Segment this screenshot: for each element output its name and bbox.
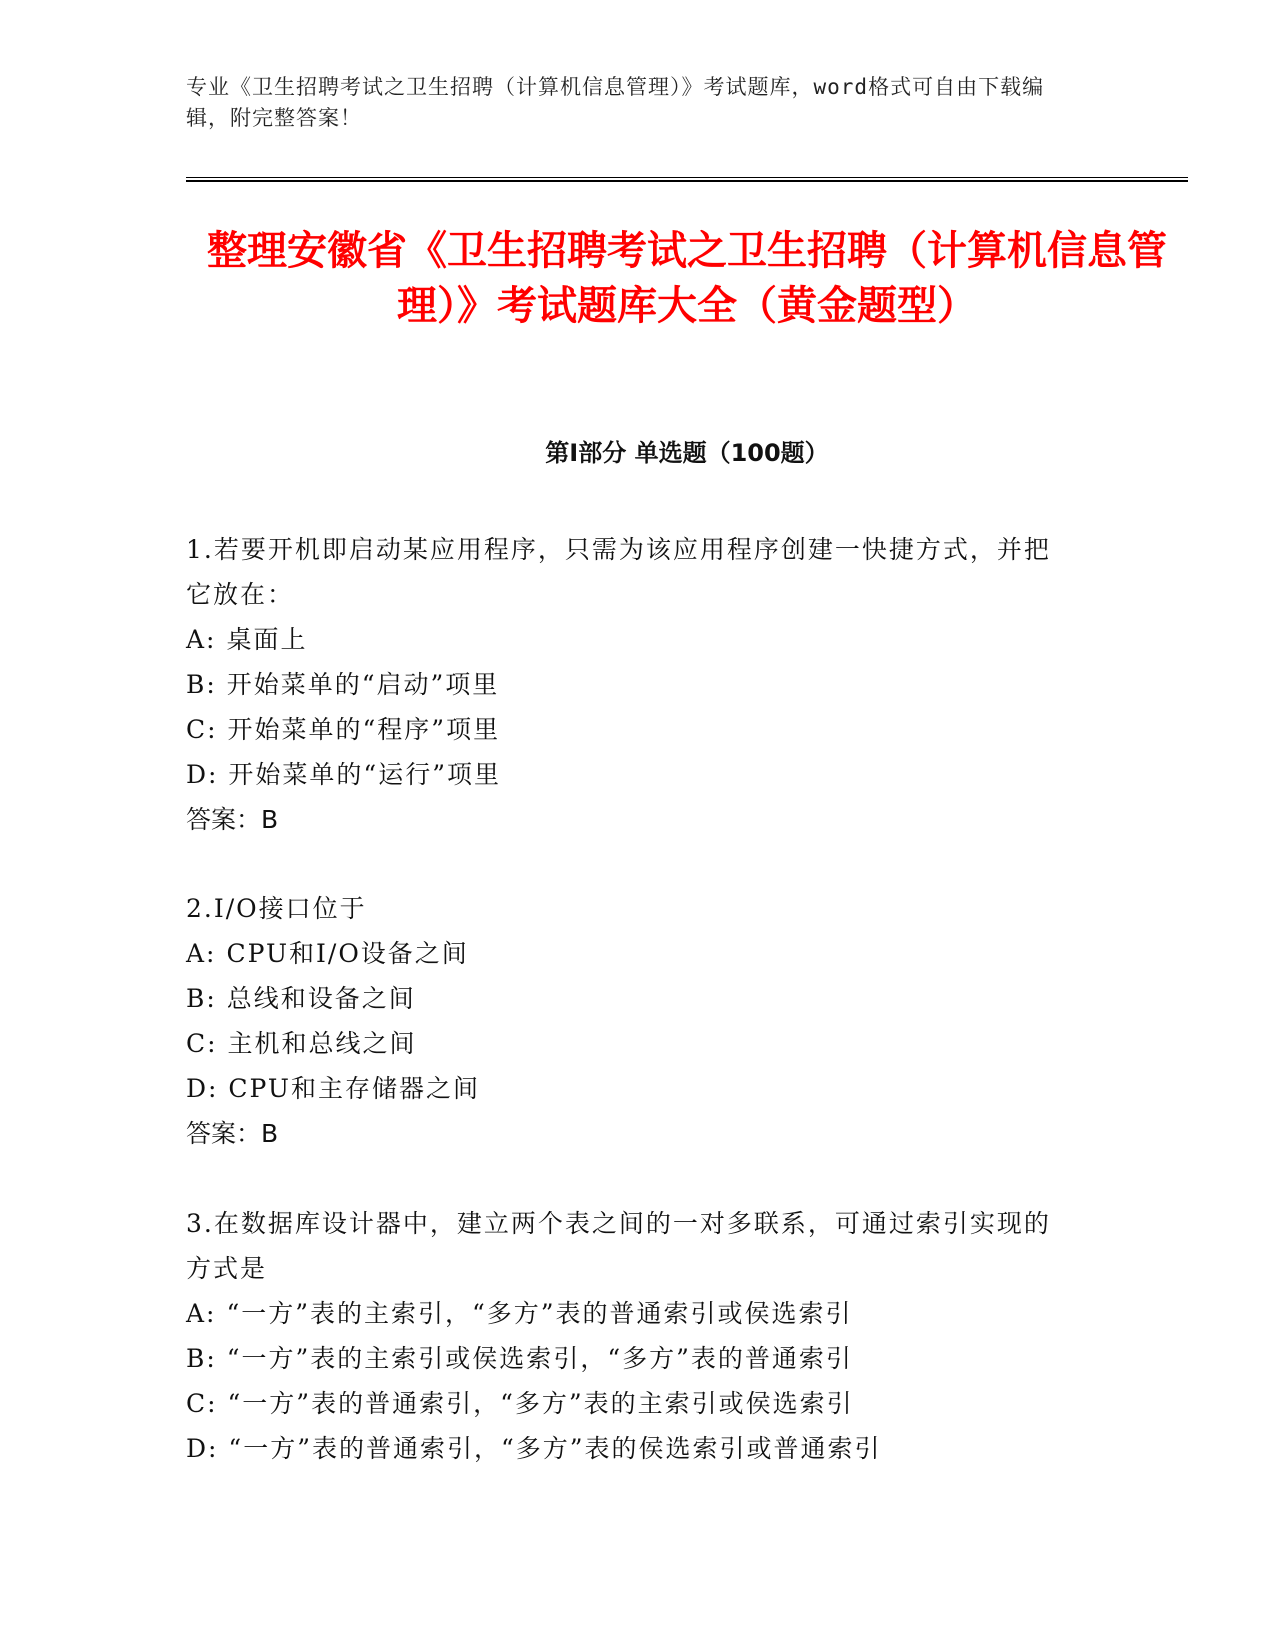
header-note: 专业《卫生招聘考试之卫生招聘（计算机信息管理）》考试题库，word格式可自由下载编辑，附完整答案！ — [186, 75, 1045, 130]
option-c — [186, 1021, 1066, 1066]
option-label: D: — [186, 760, 219, 789]
option-d — [186, 1066, 1066, 1111]
option-label: B: — [186, 1344, 217, 1373]
answer: 答案：B — [186, 1119, 279, 1148]
option-b — [186, 1336, 1066, 1381]
question-stem: 3.在数据库设计器中，建立两个表之间的一对多联系，可通过索引实现的方式是 — [186, 1209, 1051, 1283]
header-rule — [186, 177, 1188, 178]
option-label: A: — [186, 1299, 217, 1328]
option-text: 桌面上 — [226, 625, 308, 654]
option-a — [186, 617, 1066, 662]
option-label: B: — [186, 984, 217, 1013]
option-a — [186, 1291, 1066, 1336]
option-d — [186, 752, 1066, 797]
section-heading: 第I部分 单选题（100题） — [545, 439, 829, 467]
option-label: A: — [186, 939, 217, 968]
option-d — [186, 1426, 1066, 1471]
option-b — [186, 662, 1066, 707]
option-label: D: — [186, 1074, 219, 1103]
option-label: B: — [186, 670, 217, 699]
option-label: D: — [186, 1434, 219, 1463]
option-text: CPU和I/O设备之间 — [226, 939, 469, 968]
option-text: 开始菜单的“启动”项里 — [226, 670, 500, 699]
option-c — [186, 1381, 1066, 1426]
option-a — [186, 931, 1066, 976]
question-3 — [186, 1201, 1066, 1471]
option-text: “一方”表的主索引或侯选索引，“多方”表的普通索引 — [226, 1344, 853, 1373]
header-rule-thick — [186, 180, 1188, 182]
option-text: “一方”表的普通索引，“多方”表的主索引或侯选索引 — [227, 1389, 854, 1418]
question-stem: 1.若要开机即启动某应用程序，只需为该应用程序创建一快捷方式，并把它放在： — [186, 535, 1051, 609]
question-stem: 2.I/O接口位于 — [186, 894, 367, 923]
question-1 — [186, 527, 1066, 842]
option-text: “一方”表的主索引，“多方”表的普通索引或侯选索引 — [226, 1299, 853, 1328]
document-title: 整理安徽省《卫生招聘考试之卫生招聘（计算机信息管理）》考试题库大全（黄金题型） — [207, 228, 1167, 329]
option-label: C: — [186, 1029, 218, 1058]
option-label: C: — [186, 715, 218, 744]
question-2 — [186, 886, 1066, 1156]
option-text: CPU和主存储器之间 — [228, 1074, 481, 1103]
option-text: “一方”表的普通索引，“多方”表的侯选索引或普通索引 — [228, 1434, 882, 1463]
option-c — [186, 707, 1066, 752]
option-label: A: — [186, 625, 217, 654]
option-label: C: — [186, 1389, 218, 1418]
option-text: 主机和总线之间 — [227, 1029, 417, 1058]
option-text: 开始菜单的“运行”项里 — [228, 760, 501, 789]
answer: 答案：B — [186, 805, 279, 834]
option-text: 总线和设备之间 — [226, 984, 416, 1013]
option-text: 开始菜单的“程序”项里 — [227, 715, 501, 744]
option-b — [186, 976, 1066, 1021]
